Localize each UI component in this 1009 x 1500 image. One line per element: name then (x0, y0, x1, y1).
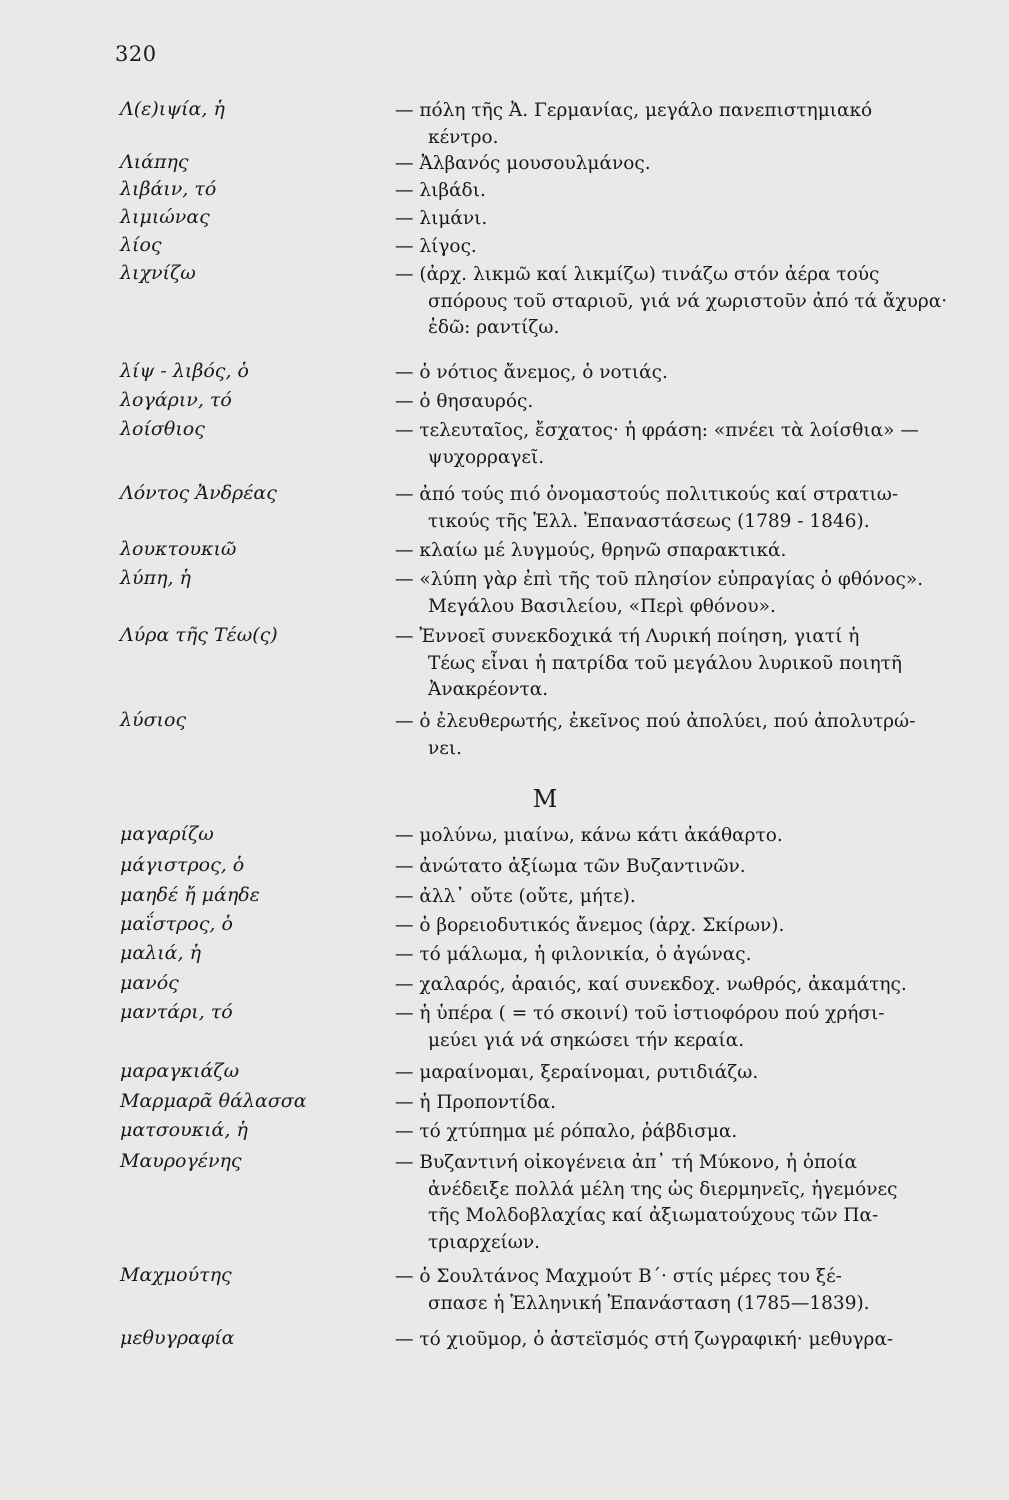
entry-definition (395, 389, 965, 416)
entry-definition (395, 538, 965, 565)
entry-definition (395, 972, 965, 999)
definition-line: — (ἀρχ. λικμῶ καί λικμίζω) τινάζω στόν ἀέρα τούς (395, 262, 965, 289)
entry-definition (395, 1327, 965, 1354)
definition-line: — ὁ θησαυρός. (395, 389, 965, 416)
definition-line: — ἀλλ᾽ οὔτε (οὔτε, μήτε). (395, 884, 965, 911)
definition-line: — λιμάνι. (395, 206, 965, 233)
entry-term: Λύρα τῆς Τέω(ς) (120, 624, 278, 646)
entry-term: λοίσθιος (120, 418, 205, 440)
definition-line: — Ἀλβανός μουσουλμάνος. (395, 151, 965, 178)
entry-term: μανός (120, 972, 179, 994)
entry-term: λίψ - λιβός, ὁ (120, 360, 249, 382)
entry-definition (395, 1001, 965, 1054)
entry-definition (395, 884, 965, 911)
entry-definition (395, 1119, 965, 1146)
definition-line: — «λύπη γὰρ ἐπὶ τῆς τοῦ πλησίον εὐπραγίας ὁ φθόνος». (395, 567, 965, 594)
section-letter: Μ (532, 785, 558, 813)
entry-term: μεθυγραφία (120, 1327, 235, 1349)
entry-definition (395, 854, 965, 881)
definition-line: ἀνέδειξε πολλά μέλη της ὡς διερμηνεῖς, ἡγεμόνες (428, 1178, 898, 1200)
entry-definition (395, 567, 965, 620)
entry-term: Λιάπης (120, 151, 189, 173)
definition-line: — ἡ ὑπέρα ( = τό σκοινί) τοῦ ἱστιοφόρου πού χρήσι- (395, 1001, 965, 1028)
definition-line: — τό μάλωμα, ἡ φιλονικία, ὁ ἀγώνας. (395, 942, 965, 969)
entry-term: ματσουκιά, ἡ (120, 1119, 248, 1141)
entry-definition (395, 178, 965, 205)
definition-line: — ὁ νότιος ἄνεμος, ὁ νοτιάς. (395, 360, 965, 387)
definition-line: — κλαίω μέ λυγμούς, θρηνῶ σπαρακτικά. (395, 538, 965, 565)
definition-line: Μεγάλου Βασιλείου, «Περὶ φθόνου». (428, 595, 776, 617)
entry-term: λύσιος (120, 709, 187, 731)
entry-term: μαντάρι, τό (120, 1001, 233, 1023)
entry-definition (395, 262, 965, 342)
definition-line: — χαλαρός, ἀραιός, καί συνεκδοχ. νωθρός, ἀκαμάτης. (395, 972, 965, 999)
entry-term: μάγιστρος, ὁ (120, 854, 245, 876)
entry-definition (395, 1150, 965, 1256)
entry-term: μαγαρίζω (120, 823, 214, 845)
entry-definition (395, 418, 965, 471)
definition-line: — μαραίνομαι, ξεραίνομαι, ρυτιδιάζω. (395, 1060, 965, 1087)
entry-definition (395, 709, 965, 762)
entry-term: μαραγκιάζω (120, 1060, 240, 1082)
definition-line: — ἀπό τούς πιό ὀνομαστούς πολιτικούς καί στρατιω- (395, 482, 965, 509)
definition-line: σπασε ἡ Ἑλληνική Ἐπανάσταση (1785—1839). (428, 1292, 870, 1314)
definition-line: — ἀνώτατο ἀξίωμα τῶν Βυζαντινῶν. (395, 854, 965, 881)
entry-definition (395, 823, 965, 850)
entry-definition (395, 206, 965, 233)
entry-definition (395, 1264, 965, 1317)
definition-line: — τό χτύπημα μέ ρόπαλο, ῥάβδισμα. (395, 1119, 965, 1146)
page-number: 320 (115, 42, 157, 66)
definition-line: — λιβάδι. (395, 178, 965, 205)
definition-line: ψυχορραγεῖ. (428, 446, 545, 468)
definition-line: ἐδῶ: ραντίζω. (428, 317, 560, 339)
definition-line: — μολύνω, μιαίνω, κάνω κάτι ἀκάθαρτο. (395, 823, 965, 850)
entry-term: λίος (120, 234, 162, 256)
definition-line: — Βυζαντινή οἰκογένεια ἀπ᾽ τή Μύκονο, ἡ ὁποία (395, 1150, 965, 1177)
entry-term: Μαρμαρᾶ θάλασσα (120, 1090, 307, 1112)
entry-term: λουκτουκιῶ (120, 538, 237, 560)
entry-definition (395, 360, 965, 387)
entry-term: λιβάιν, τό (120, 178, 217, 200)
entry-term: Μαυρογένης (120, 1150, 242, 1172)
entry-term: μαλιά, ἡ (120, 942, 201, 964)
entry-term: Λόντος Ἀνδρέας (120, 482, 277, 504)
entry-term: Μαχμούτης (120, 1264, 232, 1286)
definition-line: κέντρο. (428, 126, 499, 148)
entry-definition (395, 1060, 965, 1087)
definition-line: — ἡ Προποντίδα. (395, 1090, 965, 1117)
definition-line: — Ἐννοεῖ συνεκδοχικά τή Λυρική ποίηση, γιατί ἡ (395, 624, 965, 651)
entry-definition (395, 913, 965, 940)
definition-line: σπόρους τοῦ σταριοῦ, γιά νά χωριστοῦν ἀπό τά ἄχυρα· (428, 290, 948, 312)
definition-line: τριαρχείων. (428, 1231, 540, 1253)
entry-term: λιμιώνας (120, 206, 210, 228)
definition-line: — ὁ Σουλτάνος Μαχμούτ Β΄· στίς μέρες του ξέ- (395, 1264, 965, 1291)
definition-line: — τό χιοῦμορ, ὁ ἀστεϊσμός στή ζωγραφική· μεθυγρα- (395, 1327, 965, 1354)
entry-definition (395, 151, 965, 178)
definition-line: — ὁ ἐλευθερωτής, ἐκεῖνος πού ἀπολύει, πού ἀπολυτρώ- (395, 709, 965, 736)
definition-line: τικούς τῆς Ἑλλ. Ἐπαναστάσεως (1789 - 1846). (428, 510, 870, 532)
definition-line: — πόλη τῆς Ἀ. Γερμανίας, μεγάλο πανεπιστημιακό (395, 98, 965, 125)
entry-definition (395, 98, 965, 151)
entry-definition (395, 482, 965, 535)
entry-definition (395, 234, 965, 261)
definition-line: — ὁ βορειοδυτικός ἄνεμος (ἀρχ. Σκίρων). (395, 913, 965, 940)
entry-definition (395, 1090, 965, 1117)
definition-line: τῆς Μολδοβλαχίας καί ἀξιωματούχους τῶν Πα- (428, 1205, 879, 1227)
definition-line: Τέως εἶναι ἡ πατρίδα τοῦ μεγάλου λυρικοῦ ποιητῆ (428, 652, 902, 674)
entry-definition (395, 942, 965, 969)
entry-term: λιχνίζω (120, 262, 196, 284)
definition-line: Ἀνακρέοντα. (428, 679, 549, 701)
definition-line: μεύει γιά νά σηκώσει τήν κεραία. (428, 1029, 745, 1051)
entry-definition (395, 624, 965, 704)
definition-line: — τελευταῖος, ἔσχατος· ἡ φράση: «πνέει τὰ λοίσθια» — (395, 418, 965, 445)
entry-term: μαηδέ ἤ μάηδε (120, 884, 260, 906)
definition-line: νει. (428, 737, 462, 759)
entry-term: λύπη, ἡ (120, 567, 191, 589)
definition-line: — λίγος. (395, 234, 965, 261)
entry-term: Λ(ε)ιψία, ἡ (120, 98, 225, 120)
entry-term: λογάριν, τό (120, 389, 232, 411)
entry-term: μαΐστρος, ὁ (120, 913, 233, 935)
